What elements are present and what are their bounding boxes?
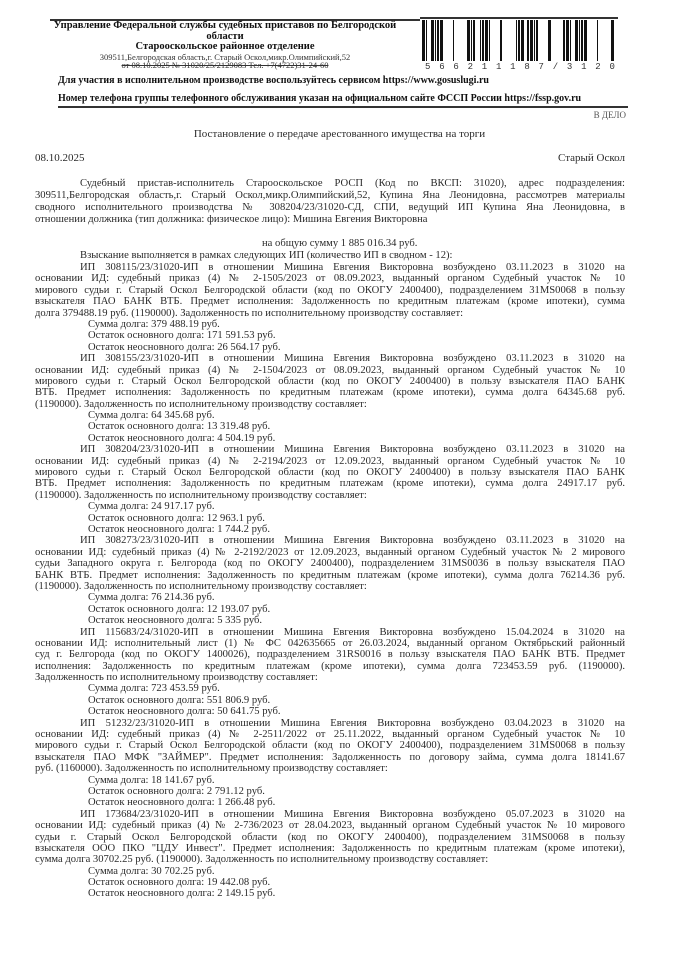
header-top-rule-right bbox=[420, 17, 618, 19]
document-city: Старый Оскол bbox=[558, 152, 625, 164]
main-debt-remainder: Остаток основного долга: 551 806.9 руб. bbox=[88, 694, 271, 706]
proceeding-line: мирового судьи г. Старый Оскол Белгородской области (код по ОКОГУ 2400400), подразделением 31MS0068 в пользу bbox=[35, 284, 625, 296]
barcode-bar bbox=[570, 20, 571, 61]
intro-line: Судебный пристав-исполнитель Старооскольское РОСП (Код по ВКСП: 31020), адрес подразделения: bbox=[80, 178, 625, 189]
barcode-digit: 7 bbox=[538, 62, 544, 72]
proceeding-line: основании ИД: судебный приказ (4) № 2-2511/2022 от 25.11.2022, выданный органом Судебный участок № 10 bbox=[35, 729, 625, 741]
proceeding-line: основании ИД: судебный приказ (4) № 2-2192/2023 от 12.09.2023, выданный органом Судебный участок № 2 мирового bbox=[35, 546, 625, 558]
barcode-bar bbox=[581, 20, 583, 61]
proceeding-line: (1190000). Задолженность по исполнительному производству составляет: bbox=[35, 398, 367, 410]
barcode-digit: 2 bbox=[595, 62, 601, 72]
proceeding-line: мирового судьи г. Старый Оскол Белгородской области (код по ОКОГУ 2400400) в пользу взыскателя ПАО БАНК bbox=[35, 467, 625, 479]
proceeding-line: ВТБ. Предмет исполнения: Задолженность по кредитным платежам (кроме ипотеки), сумма долга 24917.17 руб. bbox=[35, 478, 625, 490]
notice-rule bbox=[58, 106, 628, 108]
proceeding-line: основании ИД: судебный приказ (4) № 2-736/2023 от 28.04.2023, выданный органом Судебный участок № 10 мирового bbox=[35, 820, 625, 832]
document-title: Постановление о передаче арестованного имущества на торги bbox=[193, 128, 486, 140]
phone-notice: Номер телефона группы телефонного обслуживания указан на официальном сайте ФССП России https://fssp.gov.ru bbox=[58, 93, 582, 104]
barcode-bar bbox=[431, 20, 434, 61]
debt-sum: Сумма долга: 64 345.68 руб. bbox=[88, 410, 215, 422]
barcode-bar bbox=[536, 20, 538, 61]
barcode-bar bbox=[500, 20, 502, 61]
barcode-bar bbox=[471, 20, 472, 61]
main-debt-remainder: Остаток основного долга: 12 193.07 руб. bbox=[88, 603, 271, 615]
barcode-digit: 3 bbox=[566, 62, 573, 72]
proceeding-line: основании ИД: исполнительный лист (1) № ФС 042635665 от 26.03.2024, выданный органом Октябрьский районный bbox=[35, 637, 625, 649]
nonmain-debt-remainder: Остаток неосновного долга: 1 266.48 руб. bbox=[88, 797, 276, 809]
proceeding-line: судьи г. Старый Оскол Белгородской области (код по ОКОГУ 2400400), подразделением 31MS0068 в пользу bbox=[35, 831, 625, 843]
barcode-bar bbox=[611, 20, 614, 61]
proceeding-line: долга 379488.19 руб. (1190000). Задолженность по исполнительному производству составляет: bbox=[35, 307, 464, 319]
barcode-bar bbox=[566, 20, 569, 61]
proceeding-line: БАНК ВТБ. Предмет исполнения: Задолженность по кредитным платежам (кроме ипотеки), сумма долга 76214.36 руб. bbox=[35, 569, 625, 581]
barcode-bar bbox=[440, 20, 443, 61]
barcode-digit: 2 bbox=[467, 62, 473, 72]
proceeding-item bbox=[35, 353, 625, 444]
proceeding-line: мирового судьи г. Старый Оскол Белгородской области (код по ОКОГУ 2400400) в пользу взыскателя ПАО БАНК bbox=[35, 375, 625, 387]
document-body bbox=[35, 178, 625, 900]
barcode-digit: 6 bbox=[439, 62, 445, 72]
proceeding-line: ИП 51232/23/31020-ИП в отношении Мишина Евгения Викторовна возбуждено 03.04.2023 в 31020 на bbox=[80, 717, 625, 729]
proceeding-line: ИП 308155/23/31020-ИП в отношении Мишина Евгения Викторовна возбуждено 03.11.2023 в 31020 на bbox=[80, 353, 625, 365]
proceeding-item bbox=[35, 444, 625, 535]
barcode-bar bbox=[563, 20, 565, 61]
debt-sum: Сумма долга: 76 214.36 руб. bbox=[88, 592, 215, 604]
barcode-bar bbox=[453, 20, 454, 61]
main-debt-remainder: Остаток основного долга: 12 963.1 руб. bbox=[88, 512, 265, 524]
file-stamp: В ДЕЛО bbox=[593, 110, 626, 120]
barcode-bar bbox=[473, 20, 475, 61]
barcode-digits bbox=[425, 62, 615, 72]
proceeding-line: (1190000). Задолженность по исполнительному производству составляет: bbox=[35, 489, 367, 501]
proceeding-item bbox=[35, 809, 625, 900]
barcode-bar bbox=[548, 20, 551, 61]
nonmain-debt-remainder: Остаток неосновного долга: 1 744.2 руб. bbox=[88, 523, 270, 535]
barcode-digit: 1 bbox=[495, 62, 502, 72]
barcode-digit: 0 bbox=[609, 62, 615, 72]
barcode-bar bbox=[584, 20, 587, 61]
nonmain-debt-remainder: Остаток неосновного долга: 2 149.15 руб. bbox=[88, 888, 276, 900]
nonmain-debt-remainder: Остаток неосновного долга: 4 504.19 руб. bbox=[88, 432, 276, 444]
barcode-digit: / bbox=[552, 62, 559, 72]
proceeding-line: Задолженность по исполнительному производству составляет: bbox=[35, 672, 318, 684]
main-debt-remainder: Остаток основного долга: 19 442.08 руб. bbox=[88, 877, 271, 889]
department-name: Старооскольское районное отделение bbox=[135, 41, 315, 52]
nonmain-debt-remainder: Остаток неосновного долга: 26 564.17 руб. bbox=[88, 341, 281, 353]
proceeding-line: ИП 115683/24/31020-ИП в отношении Мишина Евгения Викторовна возбуждено 15.04.2024 в 31020 на bbox=[80, 626, 625, 638]
debt-sum: Сумма долга: 723 453.59 руб. bbox=[88, 683, 220, 695]
barcode-bar bbox=[597, 20, 598, 61]
barcode-bar bbox=[426, 20, 427, 61]
barcode-bar bbox=[467, 20, 470, 61]
proceeding-line: ВТБ. Предмет исполнения: Задолженность по кредитным платежам (кроме ипотеки), сумма долга 64345.68 руб. bbox=[35, 387, 625, 399]
proceeding-item bbox=[35, 535, 625, 626]
nonmain-debt-remainder: Остаток неосновного долга: 50 641.75 руб. bbox=[88, 706, 281, 718]
proceeding-line: (1190000). Задолженность по исполнительному производству составляет: bbox=[35, 580, 367, 592]
intro-paragraph bbox=[35, 178, 625, 226]
barcode-digit: 5 bbox=[425, 62, 431, 72]
intro-line: отношении должника (тип должника: физическое лицо): Мишина Евгения Викторовна bbox=[35, 214, 428, 225]
proceeding-line: сумма долга 30702.25 руб. (1190000). Задолженность по исполнительному производству составляет: bbox=[35, 854, 489, 866]
barcode-bar bbox=[435, 20, 436, 61]
barcode-bar bbox=[516, 20, 517, 61]
barcode-bar bbox=[521, 20, 524, 61]
registration-line: от 08.10.2025 № 31020/25/2129083 Тел. +7(4722)31-24-60 bbox=[121, 60, 329, 70]
nonmain-debt-remainder: Остаток неосновного долга: 5 335 руб. bbox=[88, 615, 263, 627]
barcode-bar bbox=[480, 20, 481, 61]
barcode-bar bbox=[534, 20, 535, 61]
proceeding-line: основании ИД: судебный приказ (4) № 2-1504/2023 от 08.09.2023, выданный органом Судебный участок № 10 bbox=[35, 364, 625, 376]
barcode-digit: 1 bbox=[581, 62, 587, 72]
barcode-icon bbox=[422, 20, 615, 61]
main-debt-remainder: Остаток основного долга: 171 591.53 руб. bbox=[88, 330, 276, 342]
barcode-bar bbox=[579, 20, 580, 61]
proceeding-line: мирового судьи г. Старый Оскол Белгородской области (код по ОКОГУ 2400400), подразделением 31MS0068 в пользу bbox=[35, 740, 625, 752]
issuer-block bbox=[30, 21, 420, 70]
main-debt-remainder: Остаток основного долга: 13 319.48 руб. bbox=[88, 421, 271, 433]
debt-sum: Сумма долга: 24 917.17 руб. bbox=[88, 501, 215, 513]
proceeding-line: взыскателя ПАО БАНК ВТБ. Предмет исполнения: Задолженность по кредитным платежам (кроме ипотеки), сумма bbox=[35, 296, 625, 308]
intro-line: сводного исполнительного производства № 308204/23/31020-СД, СПИ, ведущий ИП Купина Яна Леонидовна, в bbox=[35, 202, 625, 213]
barcode-bar bbox=[489, 20, 490, 61]
barcode-bar bbox=[482, 20, 484, 61]
barcode-bar bbox=[422, 20, 425, 61]
document-date: 08.10.2025 bbox=[35, 152, 85, 164]
department-address: 309511,Белгородская область,г. Старый Оскол,микр.Олимпийский,52 bbox=[99, 51, 351, 62]
barcode-digit: 1 bbox=[510, 62, 516, 72]
proceeding-line: взыскателя ПАО МФК "ЗАЙМЕР". Предмет исполнения: Задолженность по договору займа, сумма долга 18141.67 bbox=[35, 751, 625, 763]
debt-sum: Сумма долга: 379 488.19 руб. bbox=[88, 318, 220, 330]
barcode-bar bbox=[527, 20, 529, 61]
main-debt-remainder: Остаток основного долга: 2 791.12 руб. bbox=[88, 785, 265, 797]
barcode-bar bbox=[518, 20, 520, 61]
proceeding-line: исполнения: Задолженность по кредитным платежам (кроме ипотеки), сумма долга 723453.59 руб. (1190000). bbox=[35, 660, 625, 672]
barcode-bar bbox=[575, 20, 578, 61]
proceeding-line: руб. (1160000). Задолженность по исполнительному производству составляет: bbox=[35, 763, 388, 775]
barcode-bar bbox=[485, 20, 488, 61]
barcode-bar bbox=[530, 20, 533, 61]
barcode-digit: 6 bbox=[453, 62, 459, 72]
proceeding-line: судьи Западного округа г. Белгорода (код по ОКОГУ 2400400), подразделением 31MS0036 в пользу взыскателя ПАО bbox=[35, 558, 625, 570]
intro-line: 309511,Белгородская область,г. Старый Оскол,микр.Олимпийский,52, Купина Яна Леонидовна, рассмотрев материалы bbox=[35, 190, 625, 201]
barcode-bar bbox=[437, 20, 439, 61]
proceeding-line: основании ИД: судебный приказ (4) № 2-1505/2023 от 08.09.2023, выданный органом Судебный участок № 10 bbox=[35, 273, 625, 285]
proceeding-line: ИП 173684/23/31020-ИП в отношении Мишина Евгения Викторовна возбуждено 05.07.2023 в 31020 на bbox=[80, 808, 625, 820]
org-name-line1: Управление Федеральной службы судебных приставов по Белгородской bbox=[53, 20, 397, 31]
org-name-line2: области bbox=[206, 30, 244, 42]
barcode-digit: 8 bbox=[524, 62, 530, 72]
debt-sum: Сумма долга: 30 702.25 руб. bbox=[88, 865, 215, 877]
proceeding-line: ИП 308115/23/31020-ИП в отношении Мишина Евгения Викторовна возбуждено 03.11.2023 в 31020 на bbox=[80, 262, 625, 273]
proceeding-line: взыскателя ООО ПКО "ЦДУ Инвест". Предмет исполнения: Задолженность по кредитным платежам (кроме ипотеки), bbox=[35, 842, 625, 854]
gosuslugi-notice: Для участия в исполнительном производстве воспользуйтесь сервисом https://www.gosuslugi.ru bbox=[58, 75, 489, 86]
proceeding-line: основании ИД: судебный приказ (4) № 2-2194/2023 от 12.09.2023, выданный органом Судебный участок № 10 bbox=[35, 455, 625, 467]
barcode-digit: 1 bbox=[481, 62, 488, 72]
proceeding-line: ИП 308273/23/31020-ИП в отношении Мишина Евгения Викторовна возбуждено 03.11.2023 в 31020 на bbox=[80, 535, 625, 547]
collection-line: Взыскание выполняется в рамках следующих ИП (количество ИП в сводном - 12): bbox=[80, 250, 453, 261]
proceeding-item bbox=[35, 262, 625, 353]
proceeding-item bbox=[35, 627, 625, 718]
debt-sum: Сумма долга: 18 141.67 руб. bbox=[88, 774, 215, 786]
total-sum: на общую сумму 1 885 016.34 руб. bbox=[262, 238, 418, 249]
proceeding-line: ИП 308204/23/31020-ИП в отношении Мишина Евгения Викторовна возбуждено 03.11.2023 в 31020 на bbox=[80, 444, 625, 456]
proceedings-list bbox=[35, 262, 625, 900]
proceeding-item bbox=[35, 718, 625, 809]
proceeding-line: суд г. Белгорода (код по ОКОГУ 1400026), подразделением 31RS0016 в пользу взыскателя ПАО БАНК ВТБ. Предмет bbox=[35, 649, 625, 661]
